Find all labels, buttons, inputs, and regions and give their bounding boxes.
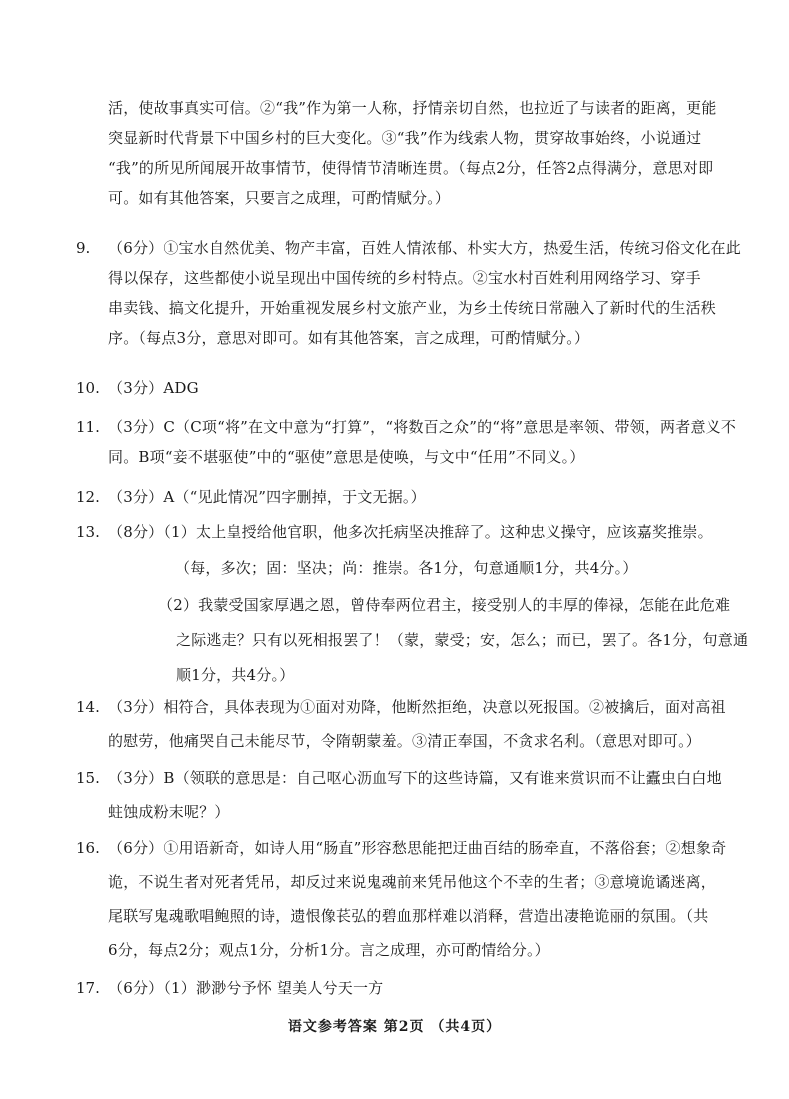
text-line: 得以保存，这些都使小说呈现出中国传统的乡村特点。②宝水村百姓利用网络学习、穿手 <box>108 269 701 287</box>
text-line: 之际逃走？只有以死相报罢了！（蒙，蒙受；安，怎么；而已，罢了。各1分，句意通 <box>176 631 749 649</box>
q12-answer <box>108 482 426 512</box>
text-line: 蛀蚀成粉末呢？） <box>108 803 230 821</box>
q10-answer <box>108 373 199 403</box>
q9-answer <box>108 233 741 353</box>
page-footer: 语文参考答案 第2页 （共4页） <box>287 1019 502 1035</box>
q13-number: 13. <box>76 523 100 541</box>
q15-number: 15. <box>76 769 100 787</box>
text-line: （6分）①宝水自然优美、物产丰富，百姓人情浓郁、朴实大方，热爱生活，传统习俗文化在此 <box>108 239 741 257</box>
text-line: 的慰劳，他痛哭自己未能尽节，令隋朝蒙羞。③清正奉国，不贪求名利。（意思对即可。） <box>108 732 702 750</box>
text-line: 活，使故事真实可信。②“我”作为第一人称，抒情亲切自然，也拉近了与读者的距离，更能 <box>108 99 717 117</box>
text-line: 序。（每点3分，意思对即可。如有其他答案，言之成理，可酌情赋分。） <box>108 329 590 347</box>
q16-number: 16. <box>76 839 100 857</box>
text-line: 6分，每点2分；观点1分，分析1分。言之成理，亦可酌情给分。） <box>108 941 550 959</box>
text-line: （3分）B（领联的意思是：自己呕心沥血写下的这些诗篇，又有谁来赏识而不让蠹虫白白地 <box>108 769 722 787</box>
q11-answer <box>108 412 736 472</box>
text-line: （6分）（1）渺渺兮予怀 望美人兮天一方 <box>108 979 384 997</box>
q14-number: 14. <box>76 698 100 716</box>
text-line: （2）我蒙受国家厚遇之恩，曾侍奉两位君主，接受别人的丰厚的俸禄，怎能在此危难 <box>158 596 731 614</box>
q9-number: 9. <box>76 239 91 257</box>
text-line: （6分）①用语新奇，如诗人用“肠直”形容愁思能把迂曲百结的肠牵直，不落俗套；②想象奇 <box>108 839 727 857</box>
q13-sub2 <box>158 590 748 690</box>
text-line: （3分）A（“见此情况”四字删掉，于文无据。） <box>108 488 426 506</box>
text-line: 串卖钱、搞文化提升，开始重视发展乡村文旅产业，为乡土传统日常融入了新时代的生活秩 <box>108 299 717 317</box>
text-line: （3分）相符合，具体表现为①面对劝降，他断然拒绝，决意以死报国。②被擒后，面对高祖 <box>108 698 726 716</box>
q8-continuation <box>108 93 717 213</box>
q12-number: 12. <box>76 488 100 506</box>
q15-answer <box>108 763 722 827</box>
q10-number: 10. <box>76 379 100 397</box>
text-line: （3分）C（C项“将”在文中意为“打算”，“将数百之众”的“将”意思是率领、带领，两者意义不 <box>108 418 737 436</box>
text-line: 诡，不说生者对死者凭吊，却反过来说鬼魂前来凭吊他这个不幸的生者；③意境诡谲迷离， <box>108 873 717 891</box>
text-line: （每，多次；固：坚决；尚：推崇。各1分，句意通顺1分，共4分。） <box>175 559 638 577</box>
text-line: “我”的所见所闻展开故事情节，使得情节清晰连贯。（每点2分，任答2点得满分，意思对即 <box>108 159 714 177</box>
q17-answer <box>108 973 383 1003</box>
q14-answer <box>108 692 726 756</box>
text-line: 可。如有其他答案，只要言之成理，可酌情赋分。） <box>108 189 451 207</box>
q17-number: 17. <box>76 979 100 997</box>
text-line: 顺1分，共4分。） <box>176 666 295 684</box>
text-line: 尾联写鬼魂歌唱鲍照的诗，遗恨像苌弘的碧血那样难以消释，营造出凄艳诡丽的氛围。（共 <box>108 907 709 925</box>
text-line: 突显新时代背景下中国乡村的巨大变化。③“我”作为线索人物，贯穿故事始终，小说通过 <box>108 129 702 147</box>
q16-answer <box>108 833 726 965</box>
q13-answer <box>108 517 713 583</box>
text-line: （3分）ADG <box>108 379 199 397</box>
text-line: 同。B项“妾不堪驱使”中的“驱使”意思是使唤，与文中“任用”不同义。） <box>108 448 585 466</box>
q11-number: 11. <box>76 418 100 436</box>
text-line: （8分）（1）太上皇授给他官职，他多次托病坚决推辞了。这种忠义操守，应该嘉奖推崇。 <box>108 523 713 541</box>
